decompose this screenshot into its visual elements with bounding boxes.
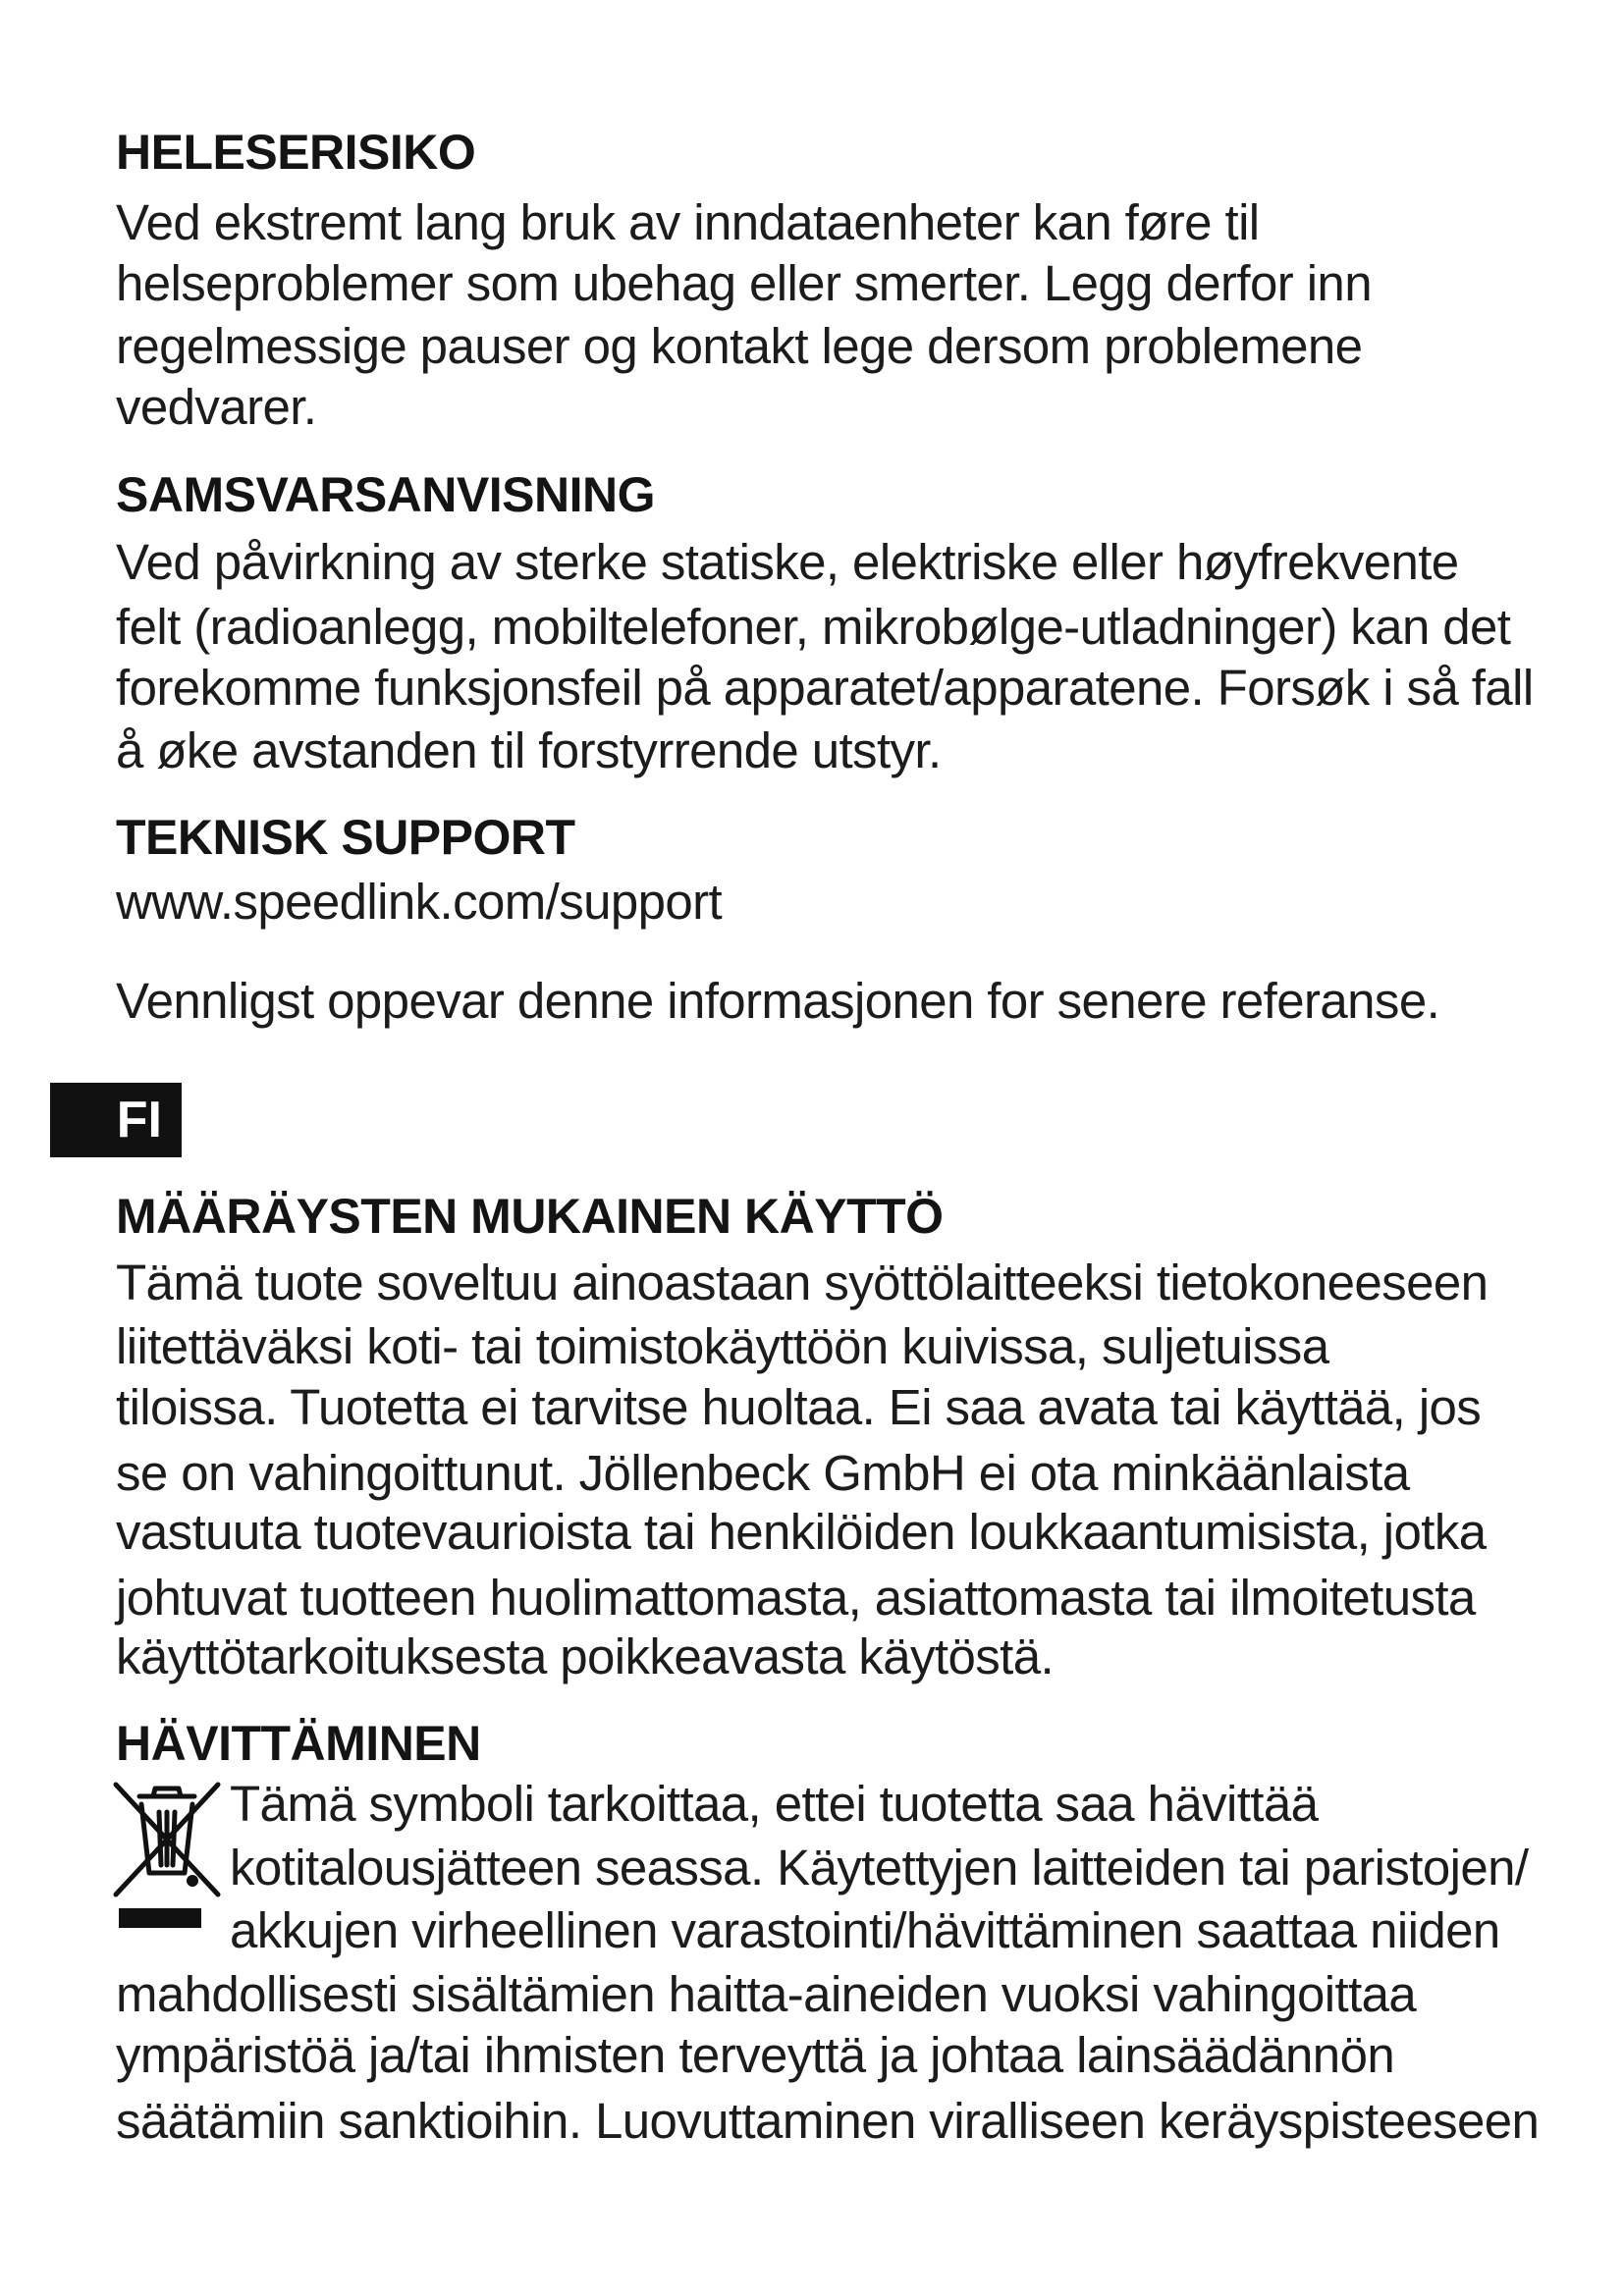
- health-text-line: Ved ekstremt lang bruk av inndataenheter kan føre til: [116, 194, 1260, 250]
- weee-marking-bar: [119, 1908, 201, 1928]
- intended-use-text-line: tiloissa. Tuotetta ei tarvitse huoltaa. Ei saa avata tai käyttää, jos: [116, 1379, 1482, 1435]
- heading-disposal: HÄVITTÄMINEN: [116, 1716, 481, 1771]
- intended-use-text-line: vastuuta tuotevaurioista tai henkilöiden loukkaantumisista, jotka: [116, 1504, 1487, 1560]
- intended-use-text-line: käyttötarkoituksesta poikkeavasta käytöstä.: [116, 1629, 1055, 1684]
- heading-intended-use: MÄÄRÄYSTEN MUKAINEN KÄYTTÖ: [116, 1189, 944, 1244]
- weee-crossed-bin-icon: [110, 1779, 224, 1900]
- disposal-text-line: akkujen virheellinen varastointi/hävittäminen saattaa niiden: [230, 1902, 1500, 1958]
- conformity-text-line: felt (radioanlegg, mobiltelefoner, mikrobølge-utladninger) kan det: [116, 599, 1511, 655]
- health-text-line: regelmessige pauser og kontakt lege dersom problemene: [116, 318, 1363, 374]
- heading-health-risk: HELESERISIKO: [116, 125, 476, 180]
- intended-use-text-line: se on vahingoittunut. Jöllenbeck GmbH ei ota minkäänlaista: [116, 1445, 1410, 1501]
- disposal-text-line: kotitalousjätteen seassa. Käytettyjen laitteiden tai paristojen/: [230, 1840, 1529, 1896]
- conformity-text-line: Ved påvirkning av sterke statiske, elektriske eller høyfrekvente: [116, 534, 1459, 590]
- disposal-text-line: mahdollisesti sisältämien haitta-aineiden vuoksi vahingoittaa: [116, 1966, 1417, 2022]
- disposal-text-line: ympäristöä ja/tai ihmisten terveyttä ja johtaa lainsäädännön: [116, 2027, 1395, 2083]
- intended-use-text-line: johtuvat tuotteen huolimattomasta, asiattomasta tai ilmoitetusta: [116, 1570, 1476, 1626]
- intended-use-text-line: liitettäväksi koti- tai toimistokäyttöön kuivissa, suljetuissa: [116, 1318, 1329, 1374]
- heading-technical-support: TEKNISK SUPPORT: [116, 810, 575, 865]
- disposal-text-line: säätämiin sanktioihin. Luovuttaminen viralliseen keräyspisteeseen: [116, 2093, 1540, 2149]
- disposal-text-line: Tämä symboli tarkoittaa, ettei tuotetta saa hävittää: [230, 1776, 1319, 1832]
- heading-conformity-notice: SAMSVARSANVISNING: [116, 467, 655, 522]
- language-badge-fi: FI: [50, 1083, 182, 1157]
- health-text-line: helseproblemer som ubehag eller smerter. Legg derfor inn: [116, 255, 1372, 311]
- intended-use-text-line: Tämä tuote soveltuu ainoastaan syöttölaitteeksi tietokoneeseen: [116, 1255, 1489, 1310]
- support-url: www.speedlink.com/support: [116, 874, 723, 930]
- keep-info-note: Vennligst oppevar denne informasjonen for senere referanse.: [116, 973, 1440, 1029]
- health-text-line: vedvarer.: [116, 379, 317, 435]
- conformity-text-line: forekomme funksjonsfeil på apparatet/apparatene. Forsøk i så fall: [116, 660, 1534, 716]
- conformity-text-line: å øke avstanden til forstyrrende utstyr.: [116, 722, 942, 778]
